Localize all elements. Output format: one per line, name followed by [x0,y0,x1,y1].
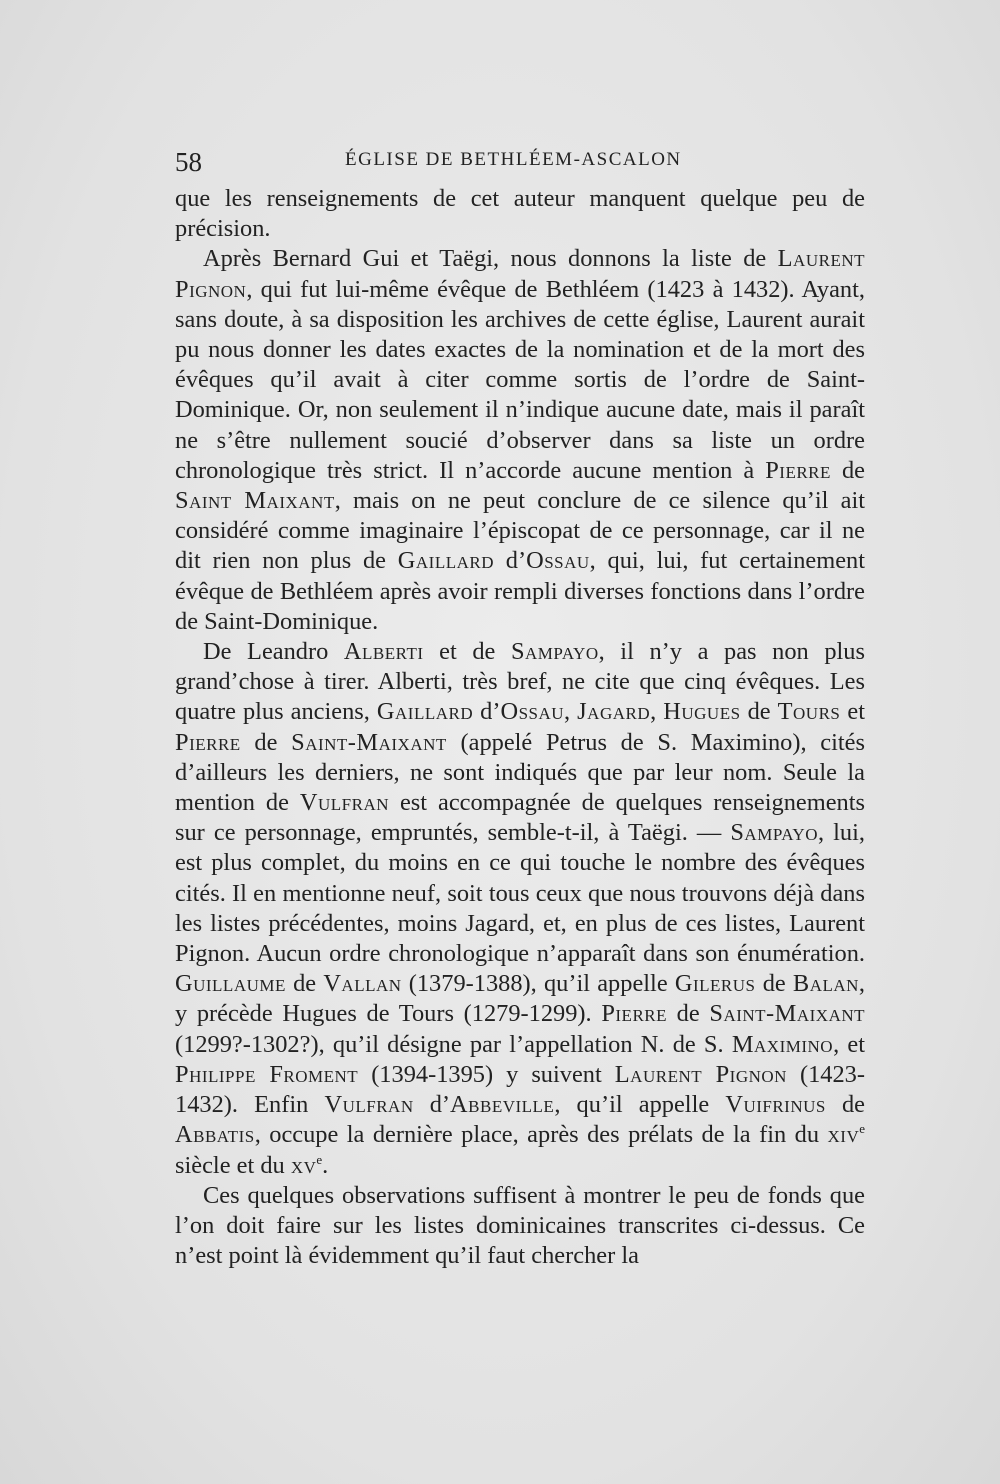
name-gilerus: Gilerus [674,970,756,998]
name-maximino: Maximino [731,1030,834,1058]
name-saint-maixant: Saint-Maixant [709,1000,866,1028]
name-tours: Tours [777,698,841,726]
name-vulfran: Vulfran [324,1091,414,1119]
name-saint-maixant: Saint-Maixant [291,728,447,756]
name-pierre: Pierre [175,728,241,756]
name-vuifrinus: Vuifrinus [725,1091,826,1119]
page-header [175,147,865,179]
name-sampayo: Sampayo [510,638,599,666]
name-pierre: Pierre [601,1000,668,1028]
name-vallan: Vallan [323,970,402,998]
name-saint-maixant: Saint Maixant [175,487,335,515]
name-philippe-froment: Philippe Froment [175,1060,359,1088]
name-hugues: Hugues [663,698,741,726]
name-laurent-pignon: Laurent Pignon [614,1060,787,1088]
paragraph-3: De Leandro Alberti et de Sampayo, il n’y a pas non plus grand’chose à tirer. Alberti, très bref, ne cite que cinq évêques. Les quatre plus anciens, Gaillard d’Ossau, Jagard, Hugues de Tours et Pierre de Saint-Maixant (appelé Petrus de S. Maximino), cités d’ailleurs les derniers, ne sont indiqués que par leur nom. Seule la mention de Vulfran est accompagnée de quelques renseignements sur ce personnage, empruntés, semble-t-il, à Taëgi. — Sampayo, lui, est plus complet, du moins en ce qui touche le nombre des évêques cités. Il en mentionne neuf, soit tous ceux que nous trouvons déjà dans les listes précédentes, moins Jagard, et, en plus de ces listes, Laurent Pignon. Aucun ordre chronologique n’apparaît dans son énumération. Guillaume de Vallan (1379-1388), qu’il appelle Gilerus de Balan, y précède Hugues de Tours (1279-1299). Pierre de Saint-Maixant (1299?-1302?), qu’il désigne par l’appellation N. de S. Maximino, et Philippe Froment (1394-1395) y suivent Laurent Pignon (1423-1432). Enfin Vulfran d’Abbeville, qu’il appelle Vuifrinus de Abbatis, occupe la dernière place, après des prélats de la fin du xiv$^e$ siècle et du $xv^e$. [175,638,866,1179]
name-sampayo: Sampayo [730,819,818,847]
name-jagard: Jagard [577,698,651,726]
body-text [175,184,865,1271]
century-xiv: xiv [827,1121,860,1149]
page-number: 58 [175,147,202,177]
name-ossau: Ossau [526,547,590,575]
running-title: ÉGLISE DE BETHLÉEM-ASCALON [345,149,682,170]
name-ossau: Ossau [500,698,565,726]
superscript-e: e [859,1121,865,1137]
name-alberti: Alberti [343,638,424,666]
paragraph-2: Après Bernard Gui et Taëgi, nous donnons la liste de Laurent Pignon, qui fut lui-même évêque de Bethléem (1423 à 1432). Ayant, sans doute, à sa disposition les archives de cette église, Laurent aurait pu nous donner les dates exactes de la nomination et de la mort des évêques qu’il avait à citer comme sortis de l’ordre de Saint-Dominique. Or, non seulement il n’indique aucune date, mais il paraît ne s’être nullement soucié d’observer dans sa liste un ordre chronologique très strict. Il n’accorde aucune mention à Pierre de Saint Maixant, mais on ne peut conclure de ce silence qu’il ait considéré comme imaginaire l’épiscopat de ce personnage, car il ne dit rien non plus de Gaillard d’Ossau, qui, lui, fut certainement évêque de Bethléem après avoir rempli diverses fonctions dans l’ordre de Saint-Dominique. [175,245,865,635]
name-laurent-pignon: Laurent Pignon [175,245,865,303]
paragraph-4: Ces quelques observations suffisent à montrer le peu de fonds que l’on doit faire sur les listes dominicaines transcrites ci-dessus. Ce n’est point là évidemment qu’il faut chercher la [175,1181,865,1270]
superscript-e: e [316,1151,323,1167]
name-vulfran: Vulfran [299,789,389,817]
paragraph-1: que les renseignements de cet auteur manquent quelque peu de précision. [175,185,865,243]
name-abbatis: Abbatis [175,1121,255,1149]
name-guillaume: Guillaume [175,970,286,998]
name-balan: Balan [792,970,859,998]
name-abbeville: Abbeville [450,1091,555,1119]
name-pierre: Pierre [765,456,831,484]
name-gaillard: Gaillard [397,547,494,575]
century-xv: xv [290,1151,317,1179]
name-gaillard: Gaillard [376,698,474,726]
